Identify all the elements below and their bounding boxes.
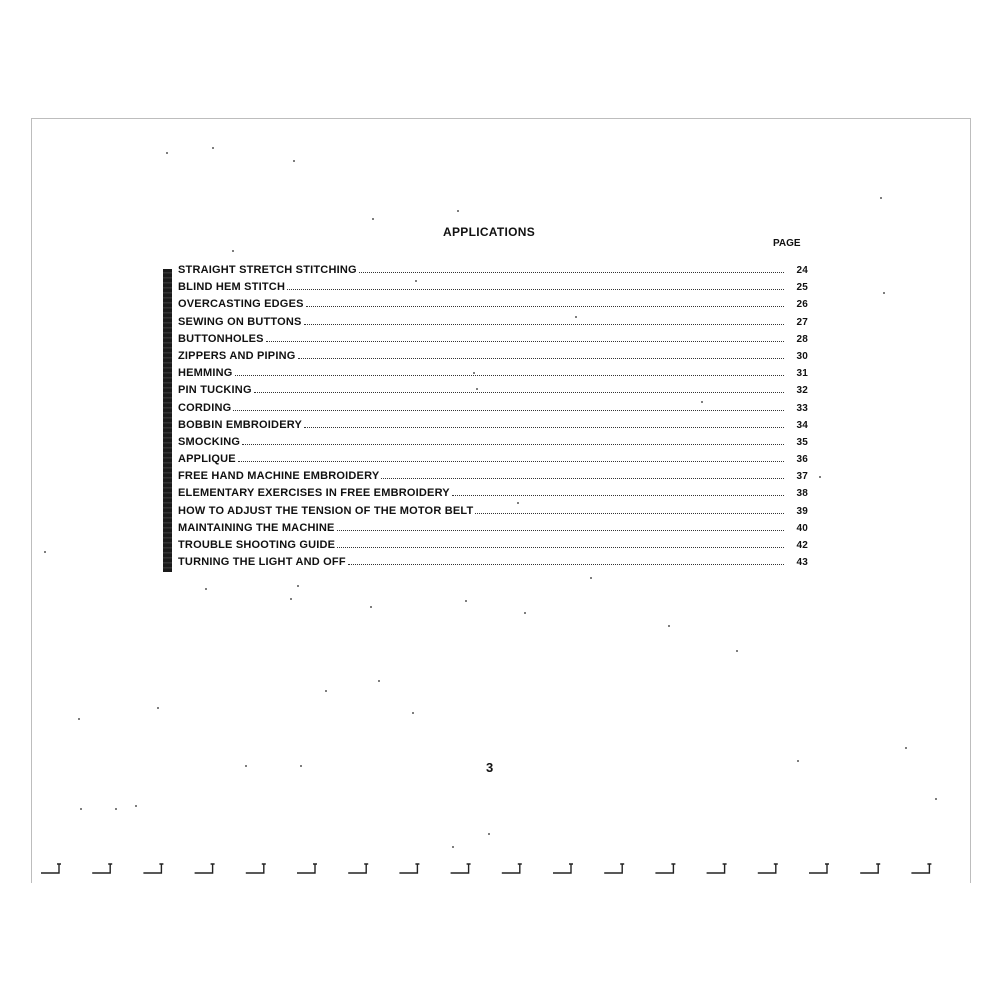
scan-speck [476, 388, 478, 390]
toc-entry [178, 487, 808, 504]
scan-speck [883, 292, 885, 294]
dot-leader [304, 324, 784, 325]
section-heading: APPLICATIONS [443, 225, 536, 239]
binding-mark [297, 864, 317, 873]
toc-entry-page: 26 [796, 299, 808, 311]
toc-entry-title: CORDING [178, 401, 232, 414]
dot-leader [337, 547, 784, 548]
scan-speck [575, 316, 577, 318]
toc-entry-title: APPLIQUE [178, 453, 236, 466]
dot-leader [266, 341, 784, 342]
scan-speck [166, 152, 168, 154]
scan-speck [701, 401, 703, 403]
dot-leader [233, 410, 784, 411]
dot-leader [306, 306, 784, 307]
toc-entry-page: 43 [796, 557, 808, 569]
toc-entry [178, 281, 808, 298]
binding-mark [911, 864, 931, 873]
toc-entry-title: FREE HAND MACHINE EMBROIDERY [178, 470, 380, 483]
dot-leader [242, 444, 784, 445]
scan-speck [524, 612, 526, 614]
scan-speck [378, 680, 380, 682]
toc-entry-title: HEMMING [178, 367, 233, 380]
toc-entry-title: TROUBLE SHOOTING GUIDE [178, 539, 336, 551]
scan-speck [488, 833, 490, 835]
toc-entry-title: MAINTAINING THE MACHINE [178, 521, 335, 534]
dot-leader [287, 289, 784, 290]
scan-speck [135, 805, 137, 807]
binding-mark [707, 864, 727, 873]
toc-entry [178, 264, 808, 281]
binding-mark [502, 864, 522, 873]
scan-speck [290, 598, 292, 600]
scan-speck [590, 577, 592, 579]
toc-entry [178, 522, 808, 539]
binding-mark [553, 864, 573, 873]
toc-entry [178, 350, 808, 367]
toc-entry [178, 402, 808, 419]
scan-speck [245, 765, 247, 767]
binding-mark [195, 864, 215, 873]
scan-speck [205, 588, 207, 590]
dot-leader [298, 358, 785, 359]
toc-entry-title: SMOCKING [178, 435, 241, 448]
toc-entry [178, 316, 808, 333]
toc-entry [178, 419, 808, 436]
toc-entry-title: SEWING ON BUTTONS [178, 315, 302, 328]
dot-leader [235, 375, 784, 376]
toc-entry [178, 556, 808, 573]
scan-speck [517, 502, 519, 504]
toc-entry [178, 505, 808, 522]
binding-mark [246, 864, 266, 873]
dot-leader [475, 513, 784, 514]
scan-speck [44, 551, 46, 553]
toc-entry-page: 38 [796, 488, 808, 500]
scan-speck [668, 625, 670, 627]
table-of-contents [178, 264, 808, 573]
binding-mark [860, 864, 880, 873]
scan-speck [412, 712, 414, 714]
toc-entry-title: OVERCASTING EDGES [178, 298, 304, 311]
binding-mark [143, 864, 163, 873]
toc-entry [178, 436, 808, 453]
scan-speck [797, 760, 799, 762]
scan-speck [457, 210, 459, 212]
binding-mark [399, 864, 419, 873]
scan-speck [736, 650, 738, 652]
toc-entry-page: 31 [796, 368, 808, 380]
toc-entry-page: 28 [796, 333, 808, 345]
toc-entry-title: HOW TO ADJUST THE TENSION OF THE MOTOR BELT [178, 504, 474, 517]
scan-speck [212, 147, 214, 149]
toc-entry [178, 539, 808, 556]
scan-speck [80, 808, 82, 810]
dot-leader [254, 392, 784, 393]
toc-entry [178, 384, 808, 401]
toc-entry-page: 24 [796, 265, 808, 276]
dot-leader [238, 461, 784, 462]
toc-entry [178, 453, 808, 470]
scan-speck [935, 798, 937, 800]
toc-entry-title: PIN TUCKING [178, 384, 252, 397]
binding-mark [451, 864, 471, 873]
scan-speck [293, 160, 295, 162]
toc-entry-page: 40 [796, 522, 808, 534]
section-marker-bar [163, 269, 172, 572]
dot-leader [452, 495, 784, 496]
spiral-binding-marks [33, 858, 968, 878]
toc-entry [178, 298, 808, 315]
toc-entry-title: BLIND HEM STITCH [178, 281, 286, 294]
scan-speck [880, 197, 882, 199]
dot-leader [348, 564, 784, 565]
scan-speck [115, 808, 117, 810]
toc-entry-title: BUTTONHOLES [178, 332, 264, 345]
toc-entry-title: ELEMENTARY EXERCISES IN FREE EMBROIDERY [178, 487, 450, 500]
scan-speck [370, 606, 372, 608]
toc-entry-page: 35 [796, 436, 808, 448]
scan-speck [157, 707, 159, 709]
toc-entry-page: 32 [796, 385, 808, 397]
toc-entry [178, 333, 808, 350]
toc-entry-title: ZIPPERS AND PIPING [178, 349, 296, 362]
scan-speck [78, 718, 80, 720]
toc-entry [178, 470, 808, 487]
scan-speck [452, 846, 454, 848]
binding-mark [809, 864, 829, 873]
binding-mark [655, 864, 675, 873]
scan-speck [415, 280, 417, 282]
page-column-label: PAGE [773, 238, 801, 249]
binding-mark [604, 864, 624, 873]
toc-entry-page: 30 [796, 350, 808, 362]
toc-entry-page: 34 [796, 419, 808, 431]
toc-entry-page: 42 [796, 540, 808, 551]
binding-mark [758, 864, 778, 873]
scan-speck [297, 585, 299, 587]
toc-entry [178, 367, 808, 384]
scan-speck [473, 372, 475, 374]
dot-leader [337, 530, 784, 531]
binding-mark [41, 864, 61, 873]
scan-speck [465, 600, 467, 602]
scan-speck [232, 250, 234, 252]
scan-speck [372, 218, 374, 220]
toc-entry-page: 33 [796, 402, 808, 414]
page-number: 3 [486, 760, 494, 775]
scan-speck [300, 765, 302, 767]
dot-leader [304, 427, 784, 428]
toc-entry-page: 36 [796, 454, 808, 466]
toc-entry-title: TURNING THE LIGHT AND OFF [178, 556, 346, 569]
dot-leader [381, 478, 784, 479]
scan-speck [819, 476, 821, 478]
toc-entry-page: 39 [796, 505, 808, 517]
toc-entry-title: BOBBIN EMBROIDERY [178, 418, 302, 431]
dot-leader [359, 272, 784, 273]
toc-entry-page: 25 [796, 282, 808, 294]
scan-speck [325, 690, 327, 692]
toc-entry-page: 27 [796, 316, 808, 328]
toc-entry-title: STRAIGHT STRETCH STITCHING [178, 264, 357, 276]
toc-entry-page: 37 [796, 471, 808, 483]
scan-speck [905, 747, 907, 749]
binding-mark [92, 864, 112, 873]
binding-mark [348, 864, 368, 873]
